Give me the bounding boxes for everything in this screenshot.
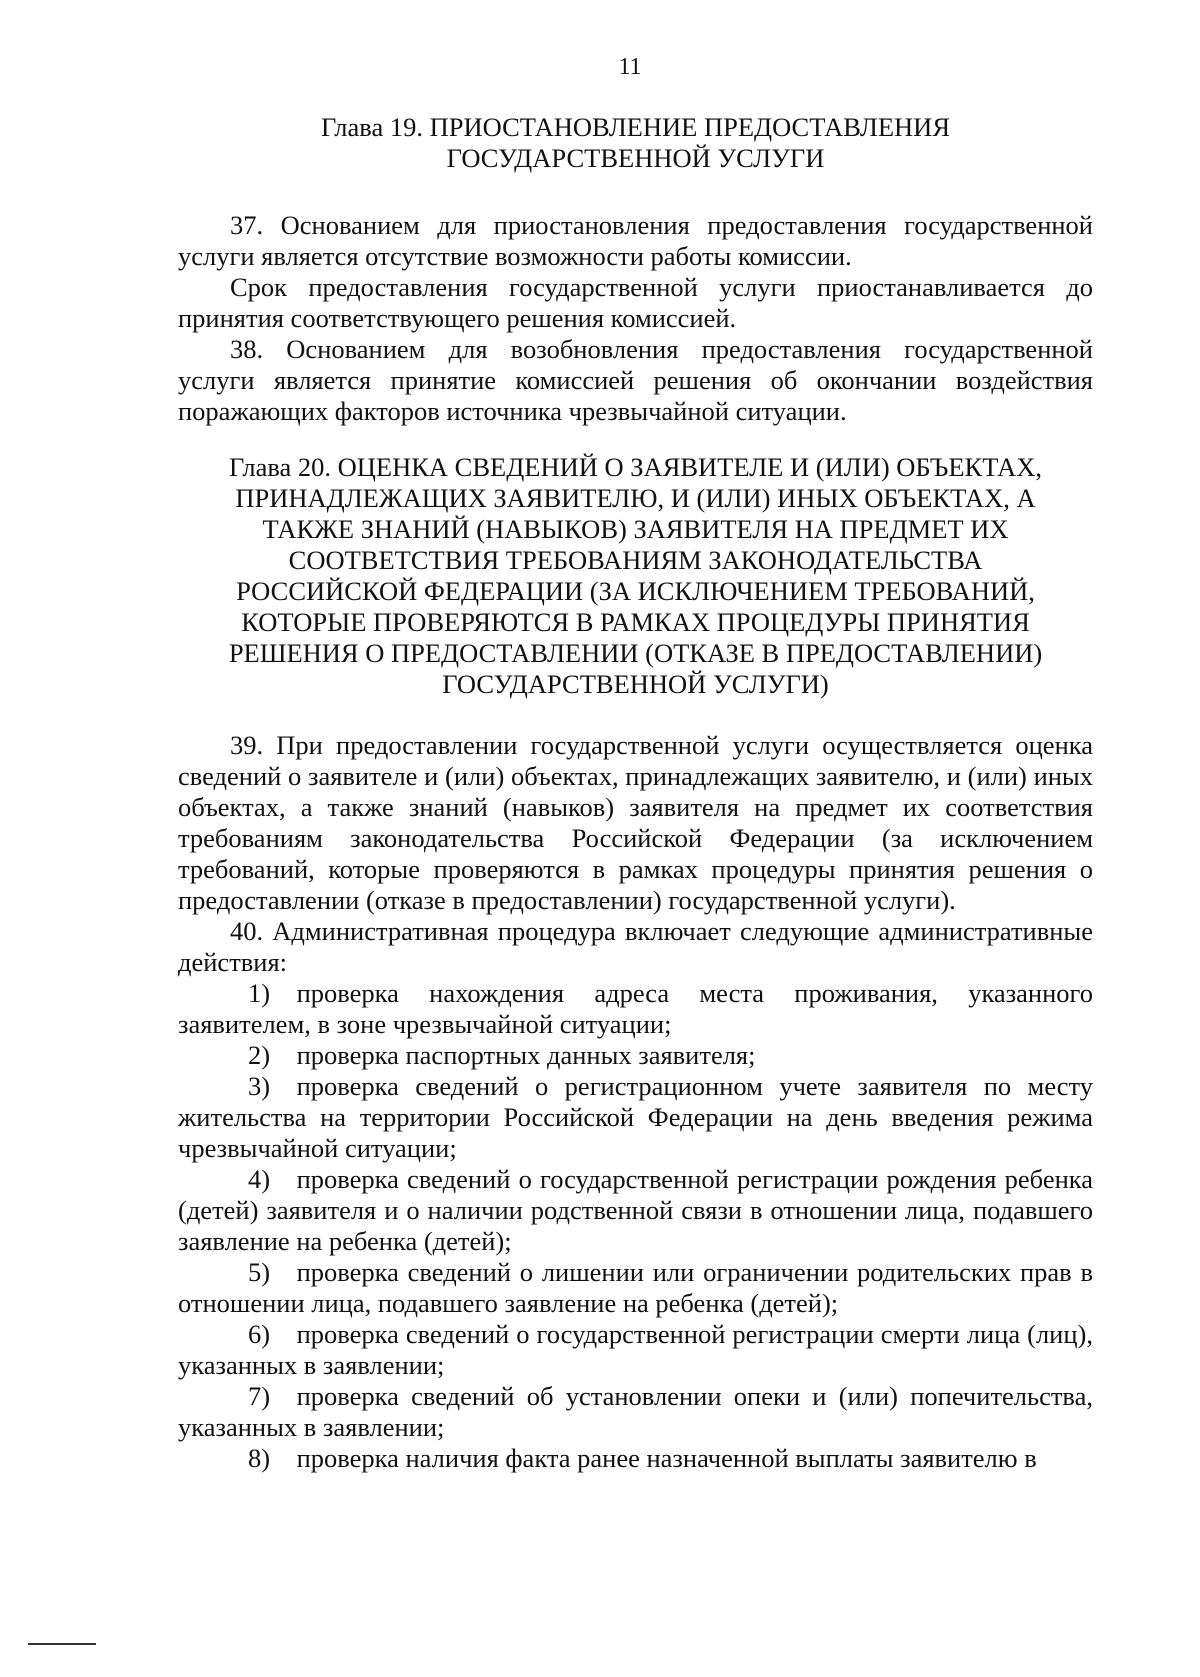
heading-line: Глава 19. ПРИОСТАНОВЛЕНИЕ ПРЕДОСТАВЛЕНИЯ	[320, 112, 950, 142]
heading-line: ГОСУДАРСТВЕННОЙ УСЛУГИ)	[442, 669, 829, 699]
list-item: 8) проверка наличия факта ранее назначенной выплаты заявителю в	[248, 1443, 1037, 1473]
heading-line: КОТОРЫЕ ПРОВЕРЯЮТСЯ В РАМКАХ ПРОЦЕДУРЫ ПРИНЯТИЯ	[241, 607, 1030, 637]
paragraph-40: 40. Административная процедура включает следующие административные действия:	[178, 916, 1093, 977]
list-item: 6) проверка сведений о государственной регистрации смерти лица (лиц), указанных в заявлении;	[178, 1319, 1093, 1380]
chapter-19-heading	[178, 112, 1093, 174]
chapter-19-body	[178, 210, 1093, 427]
list-item: 2) проверка паспортных данных заявителя;	[248, 1040, 756, 1070]
heading-line: ПРИНАДЛЕЖАЩИХ ЗАЯВИТЕЛЮ, И (ИЛИ) ИНЫХ ОБЪЕКТАХ, А	[235, 483, 1036, 513]
list-item: 1) проверка нахождения адреса места проживания, указанного заявителем, в зоне чрезвычайной ситуации;	[178, 978, 1093, 1039]
chapter-20-heading	[178, 452, 1093, 700]
list-item: 3) проверка сведений о регистрационном учете заявителя по месту жительства на территории Российской Федерации на день введения режима чрезвычайной ситуации;	[178, 1071, 1093, 1163]
list-item: 5) проверка сведений о лишении или ограничении родительских прав в отношении лица, подавшего заявление на ребенка (детей);	[178, 1257, 1093, 1318]
heading-line: РЕШЕНИЯ О ПРЕДОСТАВЛЕНИИ (ОТКАЗЕ В ПРЕДОСТАВЛЕНИИ)	[228, 638, 1043, 668]
chapter-20-body	[178, 730, 1093, 1474]
heading-line: РОССИЙСКОЙ ФЕДЕРАЦИИ (ЗА ИСКЛЮЧЕНИЕМ ТРЕБОВАНИЙ,	[236, 576, 1035, 606]
paragraph-38: 38. Основанием для возобновления предоставления государственной услуги является принятие комиссией решения об окончании воздействия поражающих факторов источника чрезвычайной ситуации.	[178, 334, 1093, 426]
paragraph-39: 39. При предоставлении государственной услуги осуществляется оценка сведений о заявителе и (или) объектах, принадлежащих заявителю, и (или) иных объектах, а также знаний (навыков) заявителя на предмет их соответствия требованиям законодательства Российской Федерации (за исключением требований, которые проверяются в рамках процедуры принятия решения о предоставлении (отказе в предоставлении) государственной услуги).	[178, 730, 1093, 915]
paragraph-37-suspension-term: Срок предоставления государственной услуги приостанавливается до принятия соответствующего решения комиссией.	[178, 272, 1093, 333]
list-item: 7) проверка сведений об установлении опеки и (или) попечительства, указанных в заявлении;	[178, 1381, 1093, 1442]
heading-line: ТАКЖЕ ЗНАНИЙ (НАВЫКОВ) ЗАЯВИТЕЛЯ НА ПРЕДМЕТ ИХ	[262, 514, 1009, 544]
list-item: 4) проверка сведений о государственной регистрации рождения ребенка (детей) заявителя и о наличии родственной связи в отношении лица, подавшего заявление на ребенка (детей);	[178, 1164, 1093, 1256]
heading-line: СООТВЕТСТВИЯ ТРЕБОВАНИЯМ ЗАКОНОДАТЕЛЬСТВА	[288, 545, 983, 575]
heading-line: Глава 20. ОЦЕНКА СВЕДЕНИЙ О ЗАЯВИТЕЛЕ И (ИЛИ) ОБЪЕКТАХ,	[229, 452, 1042, 482]
heading-line: ГОСУДАРСТВЕННОЙ УСЛУГИ	[446, 143, 825, 173]
paragraph-37: 37. Основанием для приостановления предоставления государственной услуги является отсутствие возможности работы комиссии.	[178, 210, 1093, 271]
footnote-divider	[28, 1643, 96, 1645]
page-number: 11	[618, 54, 642, 80]
